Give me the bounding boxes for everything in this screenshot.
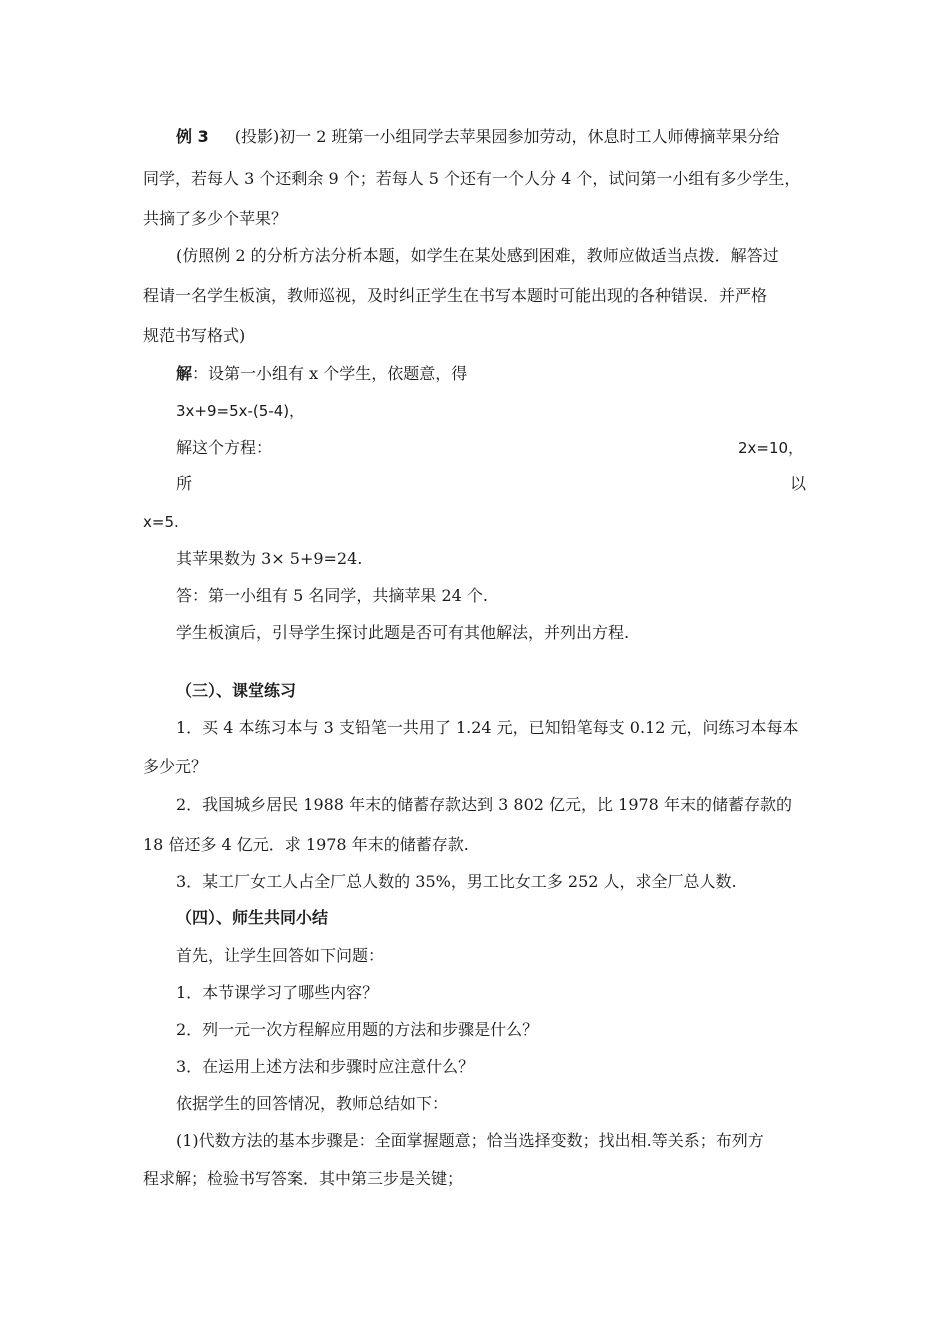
example3-line2: 同学，若每人 3 个还剩余 9 个；若每人 5 个还有一个人分 4 个，试问第一小组有多少学生， xyxy=(143,169,801,188)
example3-line3: 共摘了多少个苹果？ xyxy=(143,209,288,228)
answer: 答：第一小组有 5 名同学，共摘苹果 24 个. xyxy=(176,586,488,605)
x-value: x=5. xyxy=(143,513,179,531)
example3-line1 xyxy=(176,126,780,148)
solve-result: 2x=10， xyxy=(738,439,804,457)
solution-intro xyxy=(176,363,467,385)
followup: 学生板演后，引导学生探讨此题是否可有其他解法，并列出方程. xyxy=(176,623,630,642)
summary-point1-line2: 程求解；检验书写答案．其中第三步是关键； xyxy=(143,1169,464,1188)
exercise1-line1: 1．买 4 本练习本与 3 支铅笔一共用了 1.24 元，已知铅笔每支 0.12 元，问练习本每本 xyxy=(176,718,799,737)
exercise1-line2: 多少元？ xyxy=(143,757,208,776)
example-text: (投影)初一 2 班第一小组同学去苹果园参加劳动，休息时工人师傅摘苹果分给 xyxy=(234,127,780,146)
solve-label: 解这个方程： xyxy=(176,438,273,457)
note-line3: 规范书写格式) xyxy=(143,326,246,345)
solution-label: 解 xyxy=(176,364,193,383)
exercise2-line2: 18 倍还多 4 亿元．求 1978 年末的储蓄存款. xyxy=(143,835,469,854)
so-left: 所 xyxy=(176,474,193,493)
exercise3: 3．某工厂女工人占全厂总人数的 35%，男工比女工多 252 人，求全厂总人数. xyxy=(176,872,737,891)
section4-intro: 首先，让学生回答如下问题： xyxy=(176,946,385,965)
example-label: 例 3 xyxy=(176,127,209,146)
review-question-3: 3．在运用上述方法和步骤时应注意什么？ xyxy=(176,1057,475,1076)
exercise2-line1: 2．我国城乡居民 1988 年末的储蓄存款达到 3 802 亿元，比 1978 年末的储蓄存款的 xyxy=(176,795,792,814)
summary-intro: 依据学生的回答情况，教师总结如下： xyxy=(176,1094,449,1113)
note-line1: (仿照例 2 的分析方法分析本题，如学生在某处感到困难，教师应做适当点拨．解答过 xyxy=(176,246,779,265)
summary-point1-line1: (1)代数方法的基本步骤是：全面掌握题意；恰当选择变数；找出相.等关系；布列方 xyxy=(176,1131,764,1150)
section3-heading: （三）、课堂练习 xyxy=(176,681,297,700)
review-question-1: 1．本节课学习了哪些内容？ xyxy=(176,983,379,1002)
note-line2: 程请一名学生板演，教师巡视，及时纠正学生在书写本题时可能出现的各种错误．并严格 xyxy=(143,286,768,305)
section4-heading: （四）、师生共同小结 xyxy=(176,908,329,927)
apples-count: 其苹果数为 3× 5+9=24. xyxy=(176,549,363,568)
so-right: 以 xyxy=(790,474,807,493)
solution-intro-text: ：设第一小组有 x 个学生，依题意，得 xyxy=(192,364,468,383)
equation: 3x+9=5x-(5-4)， xyxy=(176,402,305,420)
review-question-2: 2．列一元一次方程解应用题的方法和步骤是什么？ xyxy=(176,1020,539,1039)
